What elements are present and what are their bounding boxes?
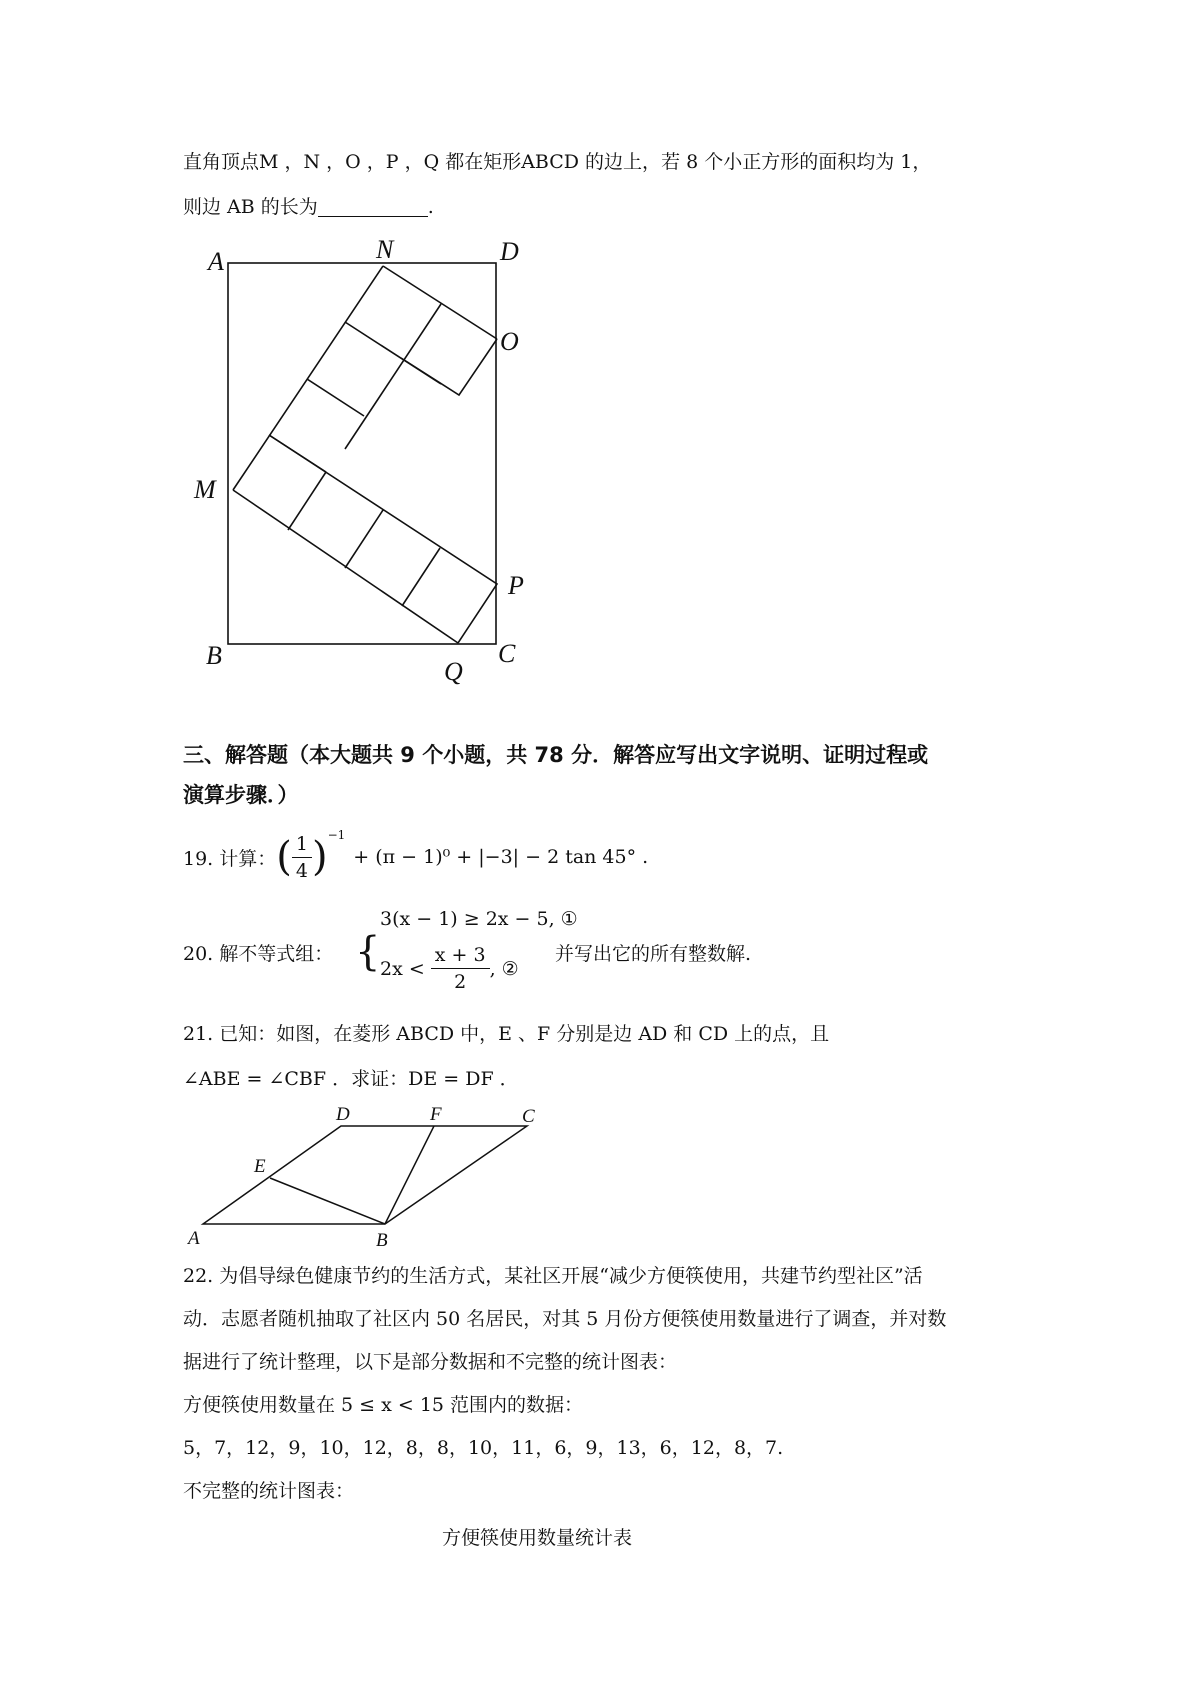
label-b: B <box>206 641 222 670</box>
q20-brace: { <box>355 929 381 975</box>
q19-frac-num: 1 <box>292 831 312 858</box>
label-p: P <box>508 571 524 600</box>
q22-line6: 不完整的统计图表： <box>183 1480 355 1502</box>
segment-fb <box>385 1126 434 1224</box>
q22-line1: 22. 为倡导绿色健康节约的生活方式，某社区开展“减少方便筷使用，共建节约型社区”活 <box>183 1265 923 1287</box>
strip-right-edge <box>345 304 441 449</box>
label-d2: D <box>336 1104 350 1125</box>
q20-frac-num: x + 3 <box>431 942 490 969</box>
divider-2 <box>307 379 364 416</box>
q20-ineq1: 3(x − 1) ≥ 2x − 5, ① <box>380 908 578 930</box>
q21-line1: 21. 已知：如图，在菱形 ABCD 中，E 、F 分别是边 AD 和 CD 上的点，且 <box>183 1023 830 1045</box>
q22-line4: 方便筷使用数量在 5 ≤ x < 15 范围内的数据： <box>183 1394 584 1416</box>
q20-frac-den: 2 <box>454 971 467 993</box>
divider-5 <box>345 510 383 568</box>
label-a: A <box>208 247 224 276</box>
q20-prefix: 20. 解不等式组： <box>183 943 334 965</box>
divider-6 <box>402 548 440 606</box>
rectangle-squares-figure <box>180 230 540 690</box>
q21-line2: ∠ABE = ∠CBF ．求证：DE = DF ． <box>183 1068 519 1090</box>
q18-line2 <box>183 193 434 221</box>
q20-ineq2-right: , ② <box>489 957 519 980</box>
label-e: E <box>254 1156 266 1177</box>
q20-ineq2-left: 2x < <box>380 957 425 980</box>
label-c: C <box>498 639 516 668</box>
label-n: N <box>376 235 394 264</box>
paren-right: ) <box>311 834 328 880</box>
divider-4 <box>288 472 326 530</box>
q19-exponent: −1 <box>327 828 346 842</box>
segment-eb <box>270 1178 385 1224</box>
label-m: M <box>194 475 216 504</box>
label-q: Q <box>444 657 463 686</box>
q20-suffix: 并写出它的所有整数解. <box>555 943 752 965</box>
section-heading-line1: 三、解答题（本大题共 9 个小题，共 78 分．解答应写出文字说明、证明过程或 <box>183 743 929 767</box>
q19-fraction <box>292 831 312 884</box>
table-title: 方便筷使用数量统计表 <box>442 1527 633 1549</box>
section-heading-line2: 演算步骤．） <box>183 783 299 807</box>
rhombus-figure <box>180 1100 550 1250</box>
q22-line2: 动．志愿者随机抽取了社区内 50 名居民，对其 5 月份方便筷使用数量进行了调查，并对数 <box>183 1308 947 1330</box>
rectangle-abcd <box>228 263 496 644</box>
label-d: D <box>500 237 519 266</box>
label-b2: B <box>376 1230 388 1250</box>
paren-left: ( <box>276 834 292 880</box>
label-c2: C <box>522 1106 535 1127</box>
divider-1 <box>345 322 441 384</box>
q19-frac-den: 4 <box>295 859 308 882</box>
top-right-edge <box>383 266 497 339</box>
q19 <box>183 826 648 888</box>
rhombus-abcd <box>203 1126 527 1224</box>
strip-left-edge <box>233 266 383 490</box>
q19-prefix: 19. 计算： <box>183 847 277 870</box>
q18-line2-suffix: . <box>427 196 434 218</box>
label-a2: A <box>188 1228 200 1249</box>
bottom-strip-upper <box>269 435 497 643</box>
answer-blank <box>318 194 428 217</box>
q22-line5: 5，7，12，9，10，12，8，8，10，11，6，9，13，6，12，8，7. <box>183 1437 784 1459</box>
q18-line2-prefix: 则边 AB 的长为 <box>183 196 318 218</box>
label-o: O <box>500 327 519 356</box>
q20-ineq2 <box>380 942 519 995</box>
label-f: F <box>430 1104 442 1125</box>
q22-line3: 据进行了统计整理，以下是部分数据和不完整的统计图表： <box>183 1351 678 1373</box>
q19-rest: + (π − 1)⁰ + |−3| − 2 tan 45° . <box>353 846 649 868</box>
q18-line1: 直角顶点M ，N ，O ，P ，Q 都在矩形ABCD 的边上，若 8 个小正方形的面积均为 1， <box>183 151 932 173</box>
q20-fraction <box>431 942 490 995</box>
